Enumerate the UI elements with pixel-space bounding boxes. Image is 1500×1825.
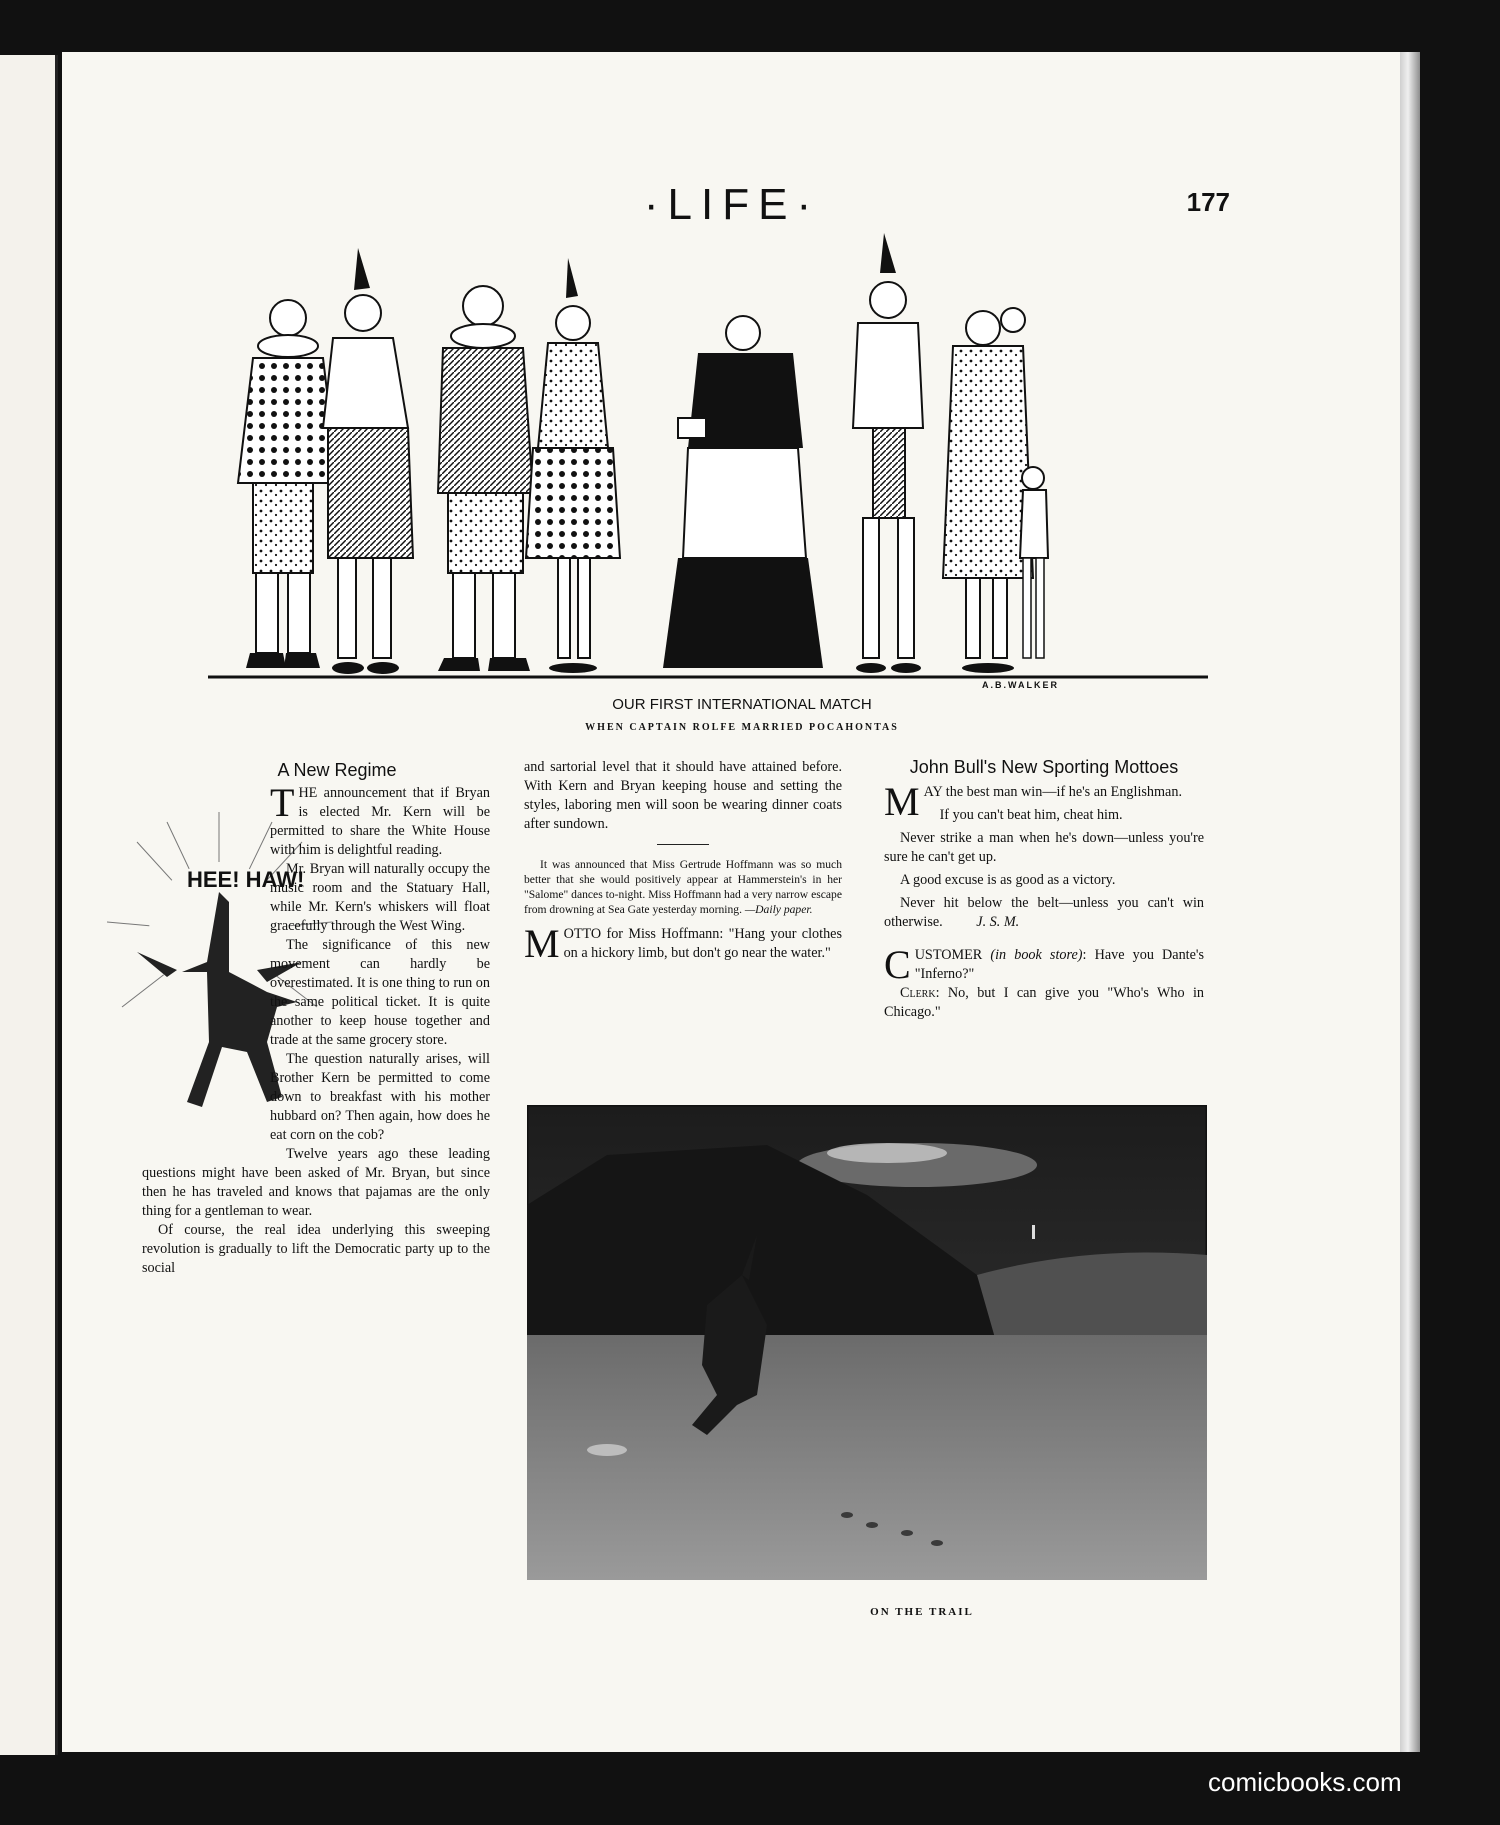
motto-drop-cap: M [524, 921, 560, 966]
motto-4: A good excuse is as good as a victory. [900, 872, 1116, 888]
page-edge [1400, 52, 1420, 1752]
artist-signature: A.B.WALKER [982, 680, 1059, 690]
customer-drop-cap: C [884, 942, 911, 987]
regime-headline: A New Regime [277, 760, 397, 780]
figure-pocahontas [526, 258, 620, 673]
svg-text:HEE! HAW!: HEE! HAW! [187, 867, 305, 892]
masthead: ·LIFE· [643, 180, 821, 229]
regime-drop-cap: T [270, 780, 295, 825]
regime-continuation: and sartorial level that it should have attained before. With Kern and Bryan keeping house and setting the styles, laboring men will soon be wearing dinner coats after sundown. [524, 759, 842, 832]
clerk-text: : No, but I can give you "Who's Who in Chicago." [884, 985, 1204, 1020]
regime-paragraph-3: The significance of this new movement can hardly be overestimated. It is one thing to run on the same political ticket. It is quite another to keep house together and trade at the same grocery store. [270, 937, 490, 1048]
trail-caption: ON THE TRAIL [870, 1606, 974, 1618]
hoffmann-item-text: It was announced that Miss Gertrude Hoffmann was so much better that she would positively appear at Hammerstein's in her "Salome" dances to-night. Miss Hoffmann had a very narrow escape from drowning at Sea Gate yesterday morning. [524, 858, 842, 916]
customer-joke [884, 942, 1204, 987]
hoffmann-source: —Daily paper. [744, 903, 813, 916]
motto-2: If you can't beat him, cheat him. [939, 807, 1123, 823]
regime-paragraph-6: Of course, the real idea underlying this sweeping revolution is gradually to lift the Democratic party up to the social [142, 1222, 490, 1276]
clerk-reply [884, 984, 1204, 1022]
hoffmann-motto [524, 921, 842, 966]
cartoon-title: OUR FIRST INTERNATIONAL MATCH [612, 696, 872, 713]
illustration-wrap-space [142, 784, 270, 1164]
customer-aside: (in book store) [990, 947, 1083, 963]
customer-label: USTOMER [914, 947, 983, 963]
facing-page-edge [0, 55, 58, 1755]
figure-native-chief [323, 248, 413, 674]
clerk-label: Clerk [900, 985, 936, 1001]
regime-paragraph-2: Mr. Bryan will naturally occupy the music room and the Statuary Hall, while Mr. Kern's whiskers will float gracefully through the West Wing. [270, 861, 490, 934]
motto-3: Never strike a man when he's down—unless you're sure he can't get up. [884, 830, 1204, 865]
motto-1-text: AY the best man win—if he's an Englishman. [923, 784, 1182, 800]
john-bull-signoff: J. S. M. [976, 914, 1020, 930]
column-rule [657, 844, 709, 845]
customer-line: : Have you Dante's "Inferno?" [914, 947, 1204, 982]
site-watermark: comicbooks.com [1208, 1767, 1402, 1797]
hoffmann-news-item [524, 857, 842, 917]
right-column [884, 758, 1204, 1022]
figure-native-brave [853, 233, 923, 673]
magazine-page [62, 52, 1400, 1752]
on-the-trail-illustration [527, 1105, 1207, 1580]
figure-native-mother [943, 308, 1048, 673]
regime-article [142, 780, 490, 1484]
page-number: 177 [1186, 187, 1230, 217]
wedding-cartoon-illustration [208, 228, 1208, 694]
motto-text: OTTO for Miss Hoffmann: "Hang your clothes on a hickory limb, but don't go near the water." [563, 926, 842, 961]
figure-cavalier-left [238, 300, 338, 668]
motto-5 [884, 894, 1204, 932]
regime-paragraph-5: Twelve years ago these leading questions might have been asked of Mr. Bryan, but since then he has traveled and knows that pajamas are the only thing for a gentleman to wear. [142, 1146, 490, 1219]
cartoon-subtitle: WHEN CAPTAIN ROLFE MARRIED POCAHONTAS [585, 722, 899, 733]
regime-paragraph-1: HE announcement that if Bryan is elected Mr. Kern will be permitted to share the White House with him is delightful reading. [270, 785, 490, 858]
john-bull-headline: John Bull's New Sporting Mottoes [909, 757, 1179, 777]
motto-5-text: Never hit below the belt—unless you can't win otherwise. [884, 895, 1204, 930]
figure-clergyman [663, 316, 823, 668]
regime-paragraph-4: The question naturally arises, will Brother Kern be permitted to come down to breakfast with his mother hubbard on? Then again, how does he eat corn on the cob? [270, 1051, 490, 1143]
middle-column [524, 758, 842, 966]
figure-captain-rolfe [438, 286, 533, 671]
john-bull-drop-cap: M [884, 779, 920, 824]
